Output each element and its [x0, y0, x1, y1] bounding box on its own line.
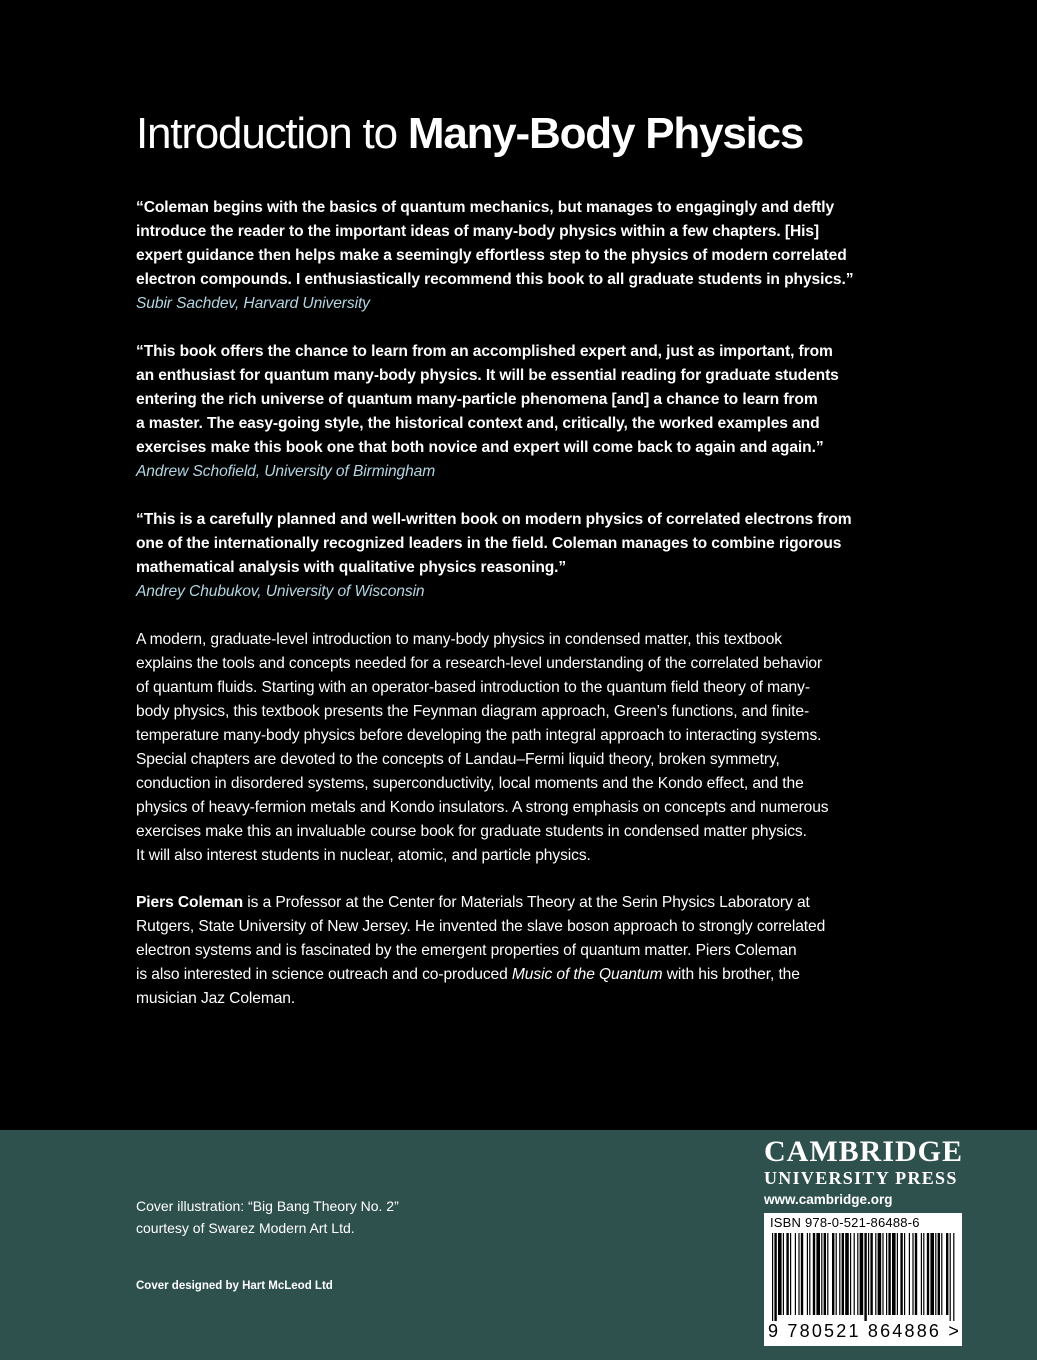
- quote-line: mathematical analysis with qualitative physics reasoning.”: [136, 559, 567, 576]
- quote-line: expert guidance then helps make a seemingly effortless step to the physics of modern correlated: [136, 247, 847, 264]
- quote-attribution: Andrey Chubukov, University of Wisconsin: [136, 583, 425, 600]
- title-light: Introduction to: [136, 109, 397, 158]
- barcode-graphic: [770, 1233, 956, 1321]
- bio-line: [136, 963, 896, 987]
- barcode-bar: [878, 1233, 882, 1315]
- barcode-bar: [912, 1233, 913, 1315]
- quote-line: “This book offers the chance to learn from an accomplished expert and, just as important, from: [136, 343, 833, 360]
- barcode-bar: [801, 1233, 803, 1315]
- bio-line: musician Jaz Coleman.: [136, 990, 296, 1007]
- description-line: physics of heavy-fermion metals and Kondo insulators. A strong emphasis on concepts and numerous: [136, 799, 829, 816]
- barcode-bar: [921, 1233, 922, 1315]
- barcode-bar: [930, 1233, 934, 1315]
- author-bio: [136, 891, 896, 1011]
- barcode-bar: [868, 1233, 869, 1315]
- barcode-bar: [827, 1233, 828, 1315]
- bio-text: with his brother, the: [662, 966, 800, 983]
- barcode-bar: [904, 1233, 905, 1315]
- barcode-bar: [786, 1233, 788, 1315]
- barcode-bar: [864, 1233, 866, 1321]
- barcode-bar: [909, 1233, 910, 1315]
- barcode-bar: [953, 1233, 954, 1321]
- description-line: conduction in disordered systems, superconductivity, local moments and the Kondo effect, and the: [136, 775, 804, 792]
- credit-line: Cover illustration: “Big Bang Theory No. 2”: [136, 1198, 399, 1214]
- endorsement-quote: [136, 508, 896, 604]
- description-line: of quantum fluids. Starting with an operator-based introduction to the quantum field theory of many-: [136, 679, 810, 696]
- description-line: It will also interest students in nuclear, atomic, and particle physics.: [136, 847, 591, 864]
- quote-line: “This is a carefully planned and well-written book on modern physics of correlated electrons from: [136, 511, 852, 528]
- barcode-bar: [897, 1233, 898, 1315]
- barcode-bar: [927, 1233, 929, 1315]
- barcode-bar: [923, 1233, 924, 1315]
- barcode-bar: [821, 1233, 822, 1315]
- endorsement-quote: [136, 340, 896, 484]
- barcode-bar: [824, 1233, 826, 1315]
- barcode-bar: [950, 1233, 951, 1321]
- publisher-logo: [764, 1136, 963, 1207]
- barcode-bar: [809, 1233, 810, 1315]
- book-description: [136, 628, 896, 868]
- bio-line: [136, 891, 896, 915]
- isbn-barcode: [764, 1213, 962, 1346]
- description-line: temperature many-body physics before developing the path integral approach to interacting systems.: [136, 727, 822, 744]
- quote-line: electron compounds. I enthusiastically recommend this book to all graduate students in physics.”: [136, 271, 854, 288]
- bio-line: electron systems and is fascinated by the emergent properties of quantum matter. Piers Coleman: [136, 942, 797, 959]
- barcode-bar: [938, 1233, 940, 1315]
- quote-line: one of the internationally recognized leaders in the field. Coleman manages to combine rigorous: [136, 535, 842, 552]
- barcode-bar: [915, 1233, 917, 1315]
- book-title: [136, 104, 803, 164]
- barcode-bar: [935, 1233, 936, 1315]
- quote-line: exercises make this book one that both novice and expert will come back to again and again.”: [136, 439, 824, 456]
- barcode-bar: [836, 1233, 837, 1315]
- cover-illustration-credit: [136, 1195, 399, 1239]
- barcode-bar: [870, 1233, 872, 1315]
- barcode-bar: [875, 1233, 876, 1315]
- barcode-bar: [892, 1233, 896, 1315]
- barcode-bar: [946, 1233, 948, 1315]
- description-line: Special chapters are devoted to the concepts of Landau–Fermi liquid theory, broken symmetry,: [136, 751, 780, 768]
- description-line: A modern, graduate-level introduction to many-body physics in condensed matter, this textbook: [136, 631, 783, 648]
- quote-line: introduce the reader to the important ideas of many-body physics within a few chapters. [His]: [136, 223, 820, 240]
- isbn-label: ISBN 978-0-521-86488-6: [770, 1215, 920, 1230]
- title-bold: Many-Body Physics: [407, 109, 804, 158]
- author-name: Piers Coleman: [136, 894, 244, 911]
- barcode-bar: [845, 1233, 849, 1315]
- description-line: explains the tools and concepts needed for a research-level understanding of the correlated behavior: [136, 655, 823, 672]
- barcode-bar: [839, 1233, 840, 1315]
- bio-line: Rutgers, State University of New Jersey. He invented the slave boson approach to strongly correlated: [136, 918, 826, 935]
- barcode-bar: [886, 1233, 887, 1315]
- barcode-bar: [888, 1233, 890, 1315]
- description-line: exercises make this an invaluable course book for graduate students in condensed matter physics.: [136, 823, 807, 840]
- quote-attribution: Andrew Schofield, University of Birmingham: [136, 463, 436, 480]
- barcode-bar: [816, 1233, 820, 1315]
- quote-line: entering the rich universe of quantum many-particle phenomena [and] a chance to learn from: [136, 391, 818, 408]
- isbn-digits: 9 780521 864886 >: [768, 1321, 962, 1341]
- barcode-bar: [783, 1233, 784, 1315]
- barcode-bar: [798, 1233, 799, 1315]
- quote-attribution: Subir Sachdev, Harvard University: [136, 295, 370, 312]
- barcode-bar: [790, 1233, 791, 1315]
- barcode-bar: [854, 1233, 855, 1315]
- quote-line: a master. The easy-going style, the historical context and, critically, the worked examples and: [136, 415, 820, 432]
- barcode-bar: [774, 1233, 776, 1321]
- endorsement-quote: [136, 196, 896, 316]
- credit-line: courtesy of Swarez Modern Art Ltd.: [136, 1220, 355, 1236]
- barcode-bar: [807, 1233, 808, 1315]
- barcode-bar: [778, 1233, 782, 1315]
- barcode-bar: [795, 1233, 796, 1315]
- barcode-bar: [860, 1233, 864, 1315]
- publisher-press: UNIVERSITY PRESS: [764, 1168, 958, 1188]
- barcode-bar: [857, 1233, 858, 1315]
- barcode-bar: [842, 1233, 844, 1315]
- barcode-bar: [832, 1233, 834, 1315]
- barcode-bar: [882, 1233, 883, 1315]
- barcode-bar: [900, 1233, 902, 1315]
- publisher-url: www.cambridge.org: [764, 1192, 893, 1207]
- quote-line: “Coleman begins with the basics of quantum mechanics, but manages to engagingly and deftly: [136, 199, 835, 216]
- quote-line: an enthusiast for quantum many-body physics. It will be essential reading for graduate students: [136, 367, 839, 384]
- description-line: body physics, this textbook presents the Feynman diagram approach, Green’s functions, and finite-: [136, 703, 810, 720]
- barcode-bar: [813, 1233, 815, 1315]
- publisher-name: CAMBRIDGE: [764, 1135, 964, 1168]
- barcode-bar: [850, 1233, 851, 1315]
- cover-designer-credit: Cover designed by Hart McLeod Ltd: [136, 1280, 333, 1292]
- album-title: Music of the Quantum: [511, 966, 663, 983]
- barcode-bar: [941, 1233, 942, 1315]
- bio-text: is also interested in science outreach and co-produced: [136, 966, 512, 983]
- barcode-bar: [772, 1233, 773, 1321]
- bio-text: is a Professor at the Center for Materials Theory at the Serin Physics Laboratory at: [243, 894, 810, 911]
